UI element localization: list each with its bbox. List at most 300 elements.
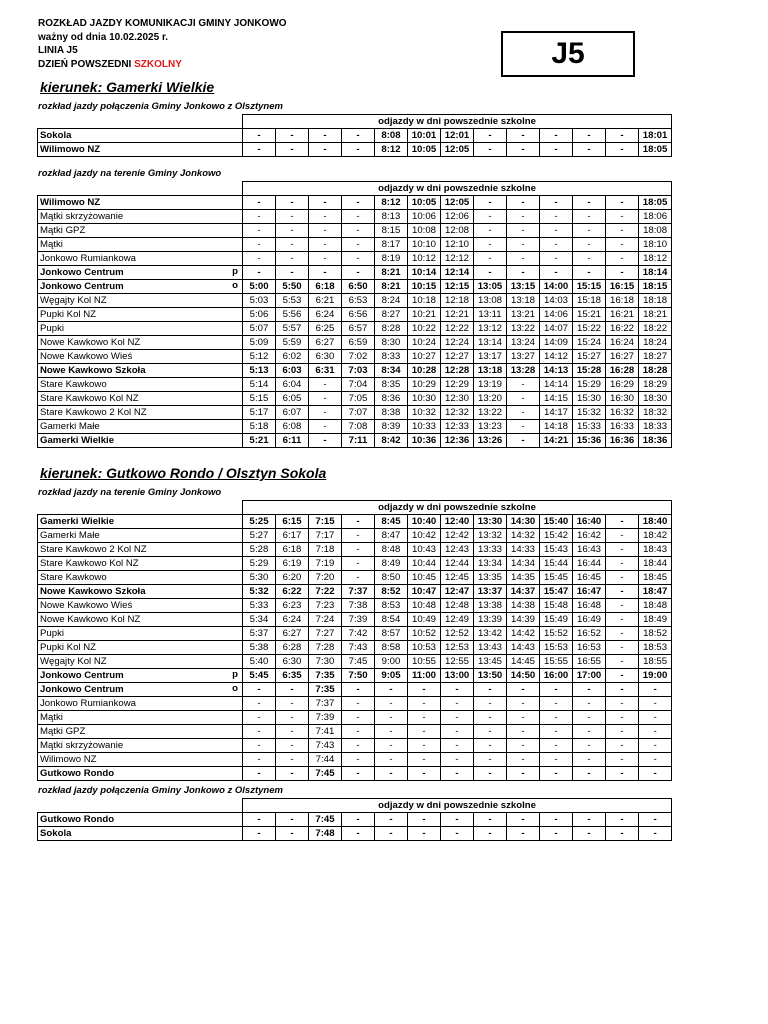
- departure-time: 18:27: [639, 350, 672, 364]
- departure-time: 7:03: [342, 364, 375, 378]
- stop-name: Jonkowo Centrum: [40, 280, 124, 292]
- stop-name-cell: [38, 515, 243, 529]
- departure-time: 6:50: [342, 280, 375, 294]
- departure-time: 6:18: [276, 543, 309, 557]
- departure-time: 8:24: [375, 294, 408, 308]
- departure-time: 6:28: [276, 641, 309, 655]
- departure-time: -: [606, 585, 639, 599]
- departure-time: -: [243, 129, 276, 143]
- stop-row: [38, 129, 672, 143]
- stop-row: [38, 543, 672, 557]
- departure-time: -: [606, 266, 639, 280]
- header-blank-cell: [38, 501, 243, 515]
- stop-name-cell: [38, 336, 243, 350]
- departure-time: 10:05: [408, 196, 441, 210]
- departure-time: -: [474, 252, 507, 266]
- departure-time: 15:30: [573, 392, 606, 406]
- departure-time: 14:15: [540, 392, 573, 406]
- stop-name-cell: [38, 378, 243, 392]
- departure-time: -: [573, 711, 606, 725]
- departure-time: 6:59: [342, 336, 375, 350]
- departure-time: -: [342, 252, 375, 266]
- dir1-title: kierunek: Gamerki Wielkie: [40, 79, 215, 95]
- departure-time: 13:08: [474, 294, 507, 308]
- departure-time: 6:19: [276, 557, 309, 571]
- departure-time: 7:19: [309, 557, 342, 571]
- departure-time: 5:37: [243, 627, 276, 641]
- departure-time: 5:14: [243, 378, 276, 392]
- departure-time: 7:28: [309, 641, 342, 655]
- departure-time: -: [342, 711, 375, 725]
- departure-time: 12:12: [441, 252, 474, 266]
- departure-time: -: [474, 697, 507, 711]
- departure-time: 5:15: [243, 392, 276, 406]
- stop-name-cell: [38, 599, 243, 613]
- departure-time: 7:20: [309, 571, 342, 585]
- departure-time: -: [342, 557, 375, 571]
- departure-time: 6:11: [276, 434, 309, 448]
- departure-time: 6:53: [342, 294, 375, 308]
- departure-time: -: [309, 238, 342, 252]
- departure-time: 16:00: [540, 669, 573, 683]
- departure-time: -: [309, 266, 342, 280]
- stop-row: [38, 641, 672, 655]
- stop-name: Mątki GPZ: [40, 725, 86, 737]
- departure-time: -: [309, 224, 342, 238]
- departure-time: 13:30: [474, 515, 507, 529]
- departure-time: 15:36: [573, 434, 606, 448]
- departure-time: 7:45: [309, 767, 342, 781]
- departure-time: 7:24: [309, 613, 342, 627]
- departure-time: -: [540, 697, 573, 711]
- stop-name: Jonkowo Centrum: [40, 683, 124, 695]
- departure-time: -: [639, 739, 672, 753]
- stop-row: [38, 350, 672, 364]
- departure-time: 8:36: [375, 392, 408, 406]
- stop-name: Nowe Kawkowo Kol NZ: [40, 336, 141, 348]
- departure-time: -: [573, 252, 606, 266]
- departure-time: -: [540, 711, 573, 725]
- departure-time: 8:57: [375, 627, 408, 641]
- stop-name-cell: [38, 143, 243, 157]
- stop-row: [38, 406, 672, 420]
- departure-time: 15:52: [540, 627, 573, 641]
- departure-time: 12:47: [441, 585, 474, 599]
- departure-time: 6:02: [276, 350, 309, 364]
- departure-time: 15:18: [573, 294, 606, 308]
- timetable: [37, 181, 672, 448]
- departure-time: 13:37: [474, 585, 507, 599]
- departure-time: -: [342, 129, 375, 143]
- departure-time: -: [276, 129, 309, 143]
- table-header-row: [38, 182, 672, 196]
- departure-time: 15:42: [540, 529, 573, 543]
- departure-time: -: [540, 753, 573, 767]
- departure-time: 18:36: [639, 434, 672, 448]
- stop-name-cell: [38, 308, 243, 322]
- departure-time: 10:24: [408, 336, 441, 350]
- departure-time: 14:00: [540, 280, 573, 294]
- timetable: [37, 798, 672, 841]
- departure-time: -: [342, 753, 375, 767]
- stop-name: Mątki skrzyżowanie: [40, 210, 124, 222]
- departure-time: 18:22: [639, 322, 672, 336]
- departure-time: 6:07: [276, 406, 309, 420]
- departure-time: 8:17: [375, 238, 408, 252]
- stop-row: [38, 336, 672, 350]
- departure-time: 6:24: [276, 613, 309, 627]
- stop-name-cell: [38, 697, 243, 711]
- departure-time: -: [639, 725, 672, 739]
- header-blank-cell: [38, 115, 243, 129]
- departure-time: -: [606, 599, 639, 613]
- departure-time: -: [408, 683, 441, 697]
- stop-row: [38, 739, 672, 753]
- departure-time: -: [375, 711, 408, 725]
- stop-row: [38, 655, 672, 669]
- departure-time: 13:32: [474, 529, 507, 543]
- stop-marker: o: [232, 683, 238, 694]
- departure-time: -: [243, 767, 276, 781]
- departure-time: 7:50: [342, 669, 375, 683]
- departure-time: 10:27: [408, 350, 441, 364]
- departure-time: 7:37: [342, 585, 375, 599]
- departure-time: 13:17: [474, 350, 507, 364]
- departure-time: 13:45: [474, 655, 507, 669]
- departure-time: -: [243, 238, 276, 252]
- departure-time: 14:13: [540, 364, 573, 378]
- stop-row: [38, 420, 672, 434]
- departure-time: 13:34: [474, 557, 507, 571]
- departure-time: -: [474, 143, 507, 157]
- stop-name: Sokola: [40, 129, 72, 141]
- stop-name-cell: [38, 627, 243, 641]
- departure-time: -: [507, 129, 540, 143]
- departure-time: 18:28: [639, 364, 672, 378]
- stop-marker: o: [232, 280, 238, 291]
- departure-time: -: [540, 739, 573, 753]
- table-header-row: [38, 799, 672, 813]
- departure-time: 6:22: [276, 585, 309, 599]
- stop-name: Jonkowo Centrum: [40, 669, 124, 681]
- stop-name: Jonkowo Rumiankowa: [40, 252, 136, 264]
- departure-time: 7:48: [309, 827, 342, 841]
- departure-time: 8:50: [375, 571, 408, 585]
- stop-name: Gamerki Małe: [40, 420, 100, 432]
- departure-time: -: [507, 252, 540, 266]
- departure-time: 5:34: [243, 613, 276, 627]
- stop-row: [38, 515, 672, 529]
- departure-time: -: [276, 224, 309, 238]
- departure-time: -: [507, 224, 540, 238]
- departure-time: 14:03: [540, 294, 573, 308]
- departure-time: -: [507, 420, 540, 434]
- departure-time: 13:18: [474, 364, 507, 378]
- departure-time: 10:53: [408, 641, 441, 655]
- departure-time: -: [441, 725, 474, 739]
- departure-time: 16:55: [573, 655, 606, 669]
- stop-name-cell: [38, 725, 243, 739]
- departure-time: 6:20: [276, 571, 309, 585]
- departure-time: 14:39: [507, 613, 540, 627]
- departure-time: -: [507, 392, 540, 406]
- header-validity: ważny od dnia 10.02.2025 r.: [38, 31, 169, 43]
- departure-time: -: [375, 753, 408, 767]
- stop-name: Gutkowo Rondo: [40, 813, 115, 825]
- departure-time: -: [375, 827, 408, 841]
- departure-time: 12:27: [441, 350, 474, 364]
- departure-time: -: [540, 813, 573, 827]
- departure-time: -: [276, 725, 309, 739]
- departure-time: 5:00: [243, 280, 276, 294]
- departure-time: -: [540, 767, 573, 781]
- departure-time: -: [474, 196, 507, 210]
- departure-time: -: [309, 252, 342, 266]
- departure-time: 18:24: [639, 336, 672, 350]
- departure-time: -: [276, 143, 309, 157]
- departure-time: -: [606, 683, 639, 697]
- departure-time: 6:30: [309, 350, 342, 364]
- departure-time: 8:19: [375, 252, 408, 266]
- departure-time: -: [606, 252, 639, 266]
- departure-time: 10:28: [408, 364, 441, 378]
- departure-time: -: [606, 515, 639, 529]
- stop-name: Stare Kawkowo: [40, 378, 107, 390]
- departure-time: 12:42: [441, 529, 474, 543]
- departure-time: -: [243, 210, 276, 224]
- header-day-type: [38, 58, 287, 72]
- departure-time: 19:00: [639, 669, 672, 683]
- departure-time: 5:45: [243, 669, 276, 683]
- departure-time: -: [540, 827, 573, 841]
- stop-row: [38, 196, 672, 210]
- departure-time: 12:52: [441, 627, 474, 641]
- departure-time: 6:04: [276, 378, 309, 392]
- stop-name: Nowe Kawkowo Wieś: [40, 599, 133, 611]
- departure-time: 5:21: [243, 434, 276, 448]
- departure-time: 15:24: [573, 336, 606, 350]
- departure-time: 7:07: [342, 406, 375, 420]
- departure-time: 17:00: [573, 669, 606, 683]
- stop-row: [38, 364, 672, 378]
- departure-time: 15:53: [540, 641, 573, 655]
- departure-time: 13:12: [474, 322, 507, 336]
- stop-name: Gamerki Małe: [40, 529, 100, 541]
- stop-row: [38, 627, 672, 641]
- departure-time: -: [606, 711, 639, 725]
- departure-time: -: [408, 697, 441, 711]
- departure-time: -: [342, 683, 375, 697]
- departure-time: 6:15: [276, 515, 309, 529]
- departure-time: -: [474, 224, 507, 238]
- stop-row: [38, 392, 672, 406]
- table-header-row: [38, 501, 672, 515]
- stop-name-cell: [38, 827, 243, 841]
- departure-time: 15:15: [573, 280, 606, 294]
- departure-time: 12:53: [441, 641, 474, 655]
- departure-time: -: [309, 434, 342, 448]
- departure-time: 7:45: [309, 813, 342, 827]
- departure-time: -: [474, 238, 507, 252]
- departure-time: -: [474, 725, 507, 739]
- departure-time: 10:30: [408, 392, 441, 406]
- departure-time: 15:47: [540, 585, 573, 599]
- departure-time: -: [573, 129, 606, 143]
- departure-time: 13:28: [507, 364, 540, 378]
- departure-time: 6:08: [276, 420, 309, 434]
- departure-time: 7:22: [309, 585, 342, 599]
- departure-time: -: [342, 143, 375, 157]
- departure-time: 14:30: [507, 515, 540, 529]
- departure-time: -: [606, 129, 639, 143]
- departure-time: -: [507, 711, 540, 725]
- stop-name: Nowe Kawkowo Szkoła: [40, 585, 146, 597]
- departure-time: 18:47: [639, 585, 672, 599]
- departure-time: 6:25: [309, 322, 342, 336]
- departure-time: 12:40: [441, 515, 474, 529]
- stop-name: Stare Kawkowo 2 Kol NZ: [40, 406, 147, 418]
- departure-time: 10:22: [408, 322, 441, 336]
- stop-name: Jonkowo Rumiankowa: [40, 697, 136, 709]
- departure-time: 12:28: [441, 364, 474, 378]
- departure-time: 13:33: [474, 543, 507, 557]
- departure-time: -: [507, 739, 540, 753]
- departure-time: -: [573, 739, 606, 753]
- departure-time: 10:05: [408, 143, 441, 157]
- stop-name-cell: [38, 294, 243, 308]
- departure-time: -: [309, 420, 342, 434]
- departure-time: 8:48: [375, 543, 408, 557]
- stop-name-cell: [38, 280, 243, 294]
- departure-time: 13:00: [441, 669, 474, 683]
- departure-time: -: [342, 725, 375, 739]
- departure-time: -: [408, 767, 441, 781]
- departure-time: -: [606, 641, 639, 655]
- departure-time: 7:41: [309, 725, 342, 739]
- departure-time: 6:05: [276, 392, 309, 406]
- departure-time: 16:32: [606, 406, 639, 420]
- departure-time: 15:45: [540, 571, 573, 585]
- stop-name: Gamerki Wielkie: [40, 515, 115, 527]
- departure-time: -: [243, 683, 276, 697]
- departure-time: 15:55: [540, 655, 573, 669]
- departure-time: 14:35: [507, 571, 540, 585]
- departure-time: 5:30: [243, 571, 276, 585]
- departure-time: 14:32: [507, 529, 540, 543]
- stop-name-cell: [38, 669, 243, 683]
- departure-time: 5:57: [276, 322, 309, 336]
- departure-time: 12:29: [441, 378, 474, 392]
- departure-time: -: [606, 813, 639, 827]
- departure-time: 18:45: [639, 571, 672, 585]
- departure-time: 14:09: [540, 336, 573, 350]
- departure-time: -: [375, 697, 408, 711]
- departure-time: -: [408, 711, 441, 725]
- departure-time: -: [243, 224, 276, 238]
- departure-time: 10:48: [408, 599, 441, 613]
- stop-marker: p: [232, 266, 238, 277]
- stop-row: [38, 378, 672, 392]
- stop-name: Stare Kawkowo: [40, 571, 107, 583]
- departure-time: -: [606, 669, 639, 683]
- departure-time: 16:43: [573, 543, 606, 557]
- departure-time: -: [342, 266, 375, 280]
- departure-time: -: [573, 224, 606, 238]
- departure-time: 9:05: [375, 669, 408, 683]
- departure-time: 14:17: [540, 406, 573, 420]
- day-type-highlight: SZKOLNY: [134, 58, 182, 70]
- timetable: [37, 500, 672, 781]
- departure-time: -: [243, 252, 276, 266]
- departure-time: 15:44: [540, 557, 573, 571]
- header-title: ROZKŁAD JAZDY KOMUNIKACJI GMINY JONKOWO: [38, 18, 287, 29]
- stop-name: Mątki GPZ: [40, 224, 86, 236]
- departure-time: -: [309, 143, 342, 157]
- departure-time: 7:30: [309, 655, 342, 669]
- departure-time: -: [342, 238, 375, 252]
- header-blank-cell: [38, 799, 243, 813]
- stop-row: [38, 308, 672, 322]
- stop-name-cell: [38, 252, 243, 266]
- departure-time: 5:07: [243, 322, 276, 336]
- departure-time: 14:21: [540, 434, 573, 448]
- departure-time: 13:05: [474, 280, 507, 294]
- header-line: LINIA J5: [38, 45, 78, 56]
- departure-time: -: [540, 129, 573, 143]
- stop-row: [38, 753, 672, 767]
- stop-name-cell: [38, 434, 243, 448]
- stop-row: [38, 599, 672, 613]
- departure-time: -: [474, 767, 507, 781]
- departure-time: -: [507, 767, 540, 781]
- departure-time: -: [276, 196, 309, 210]
- departure-time: 10:55: [408, 655, 441, 669]
- departure-time: 18:06: [639, 210, 672, 224]
- departure-time: -: [276, 697, 309, 711]
- departure-time: 13:19: [474, 378, 507, 392]
- departure-time: 8:35: [375, 378, 408, 392]
- departure-time: -: [474, 683, 507, 697]
- departure-time: 15:40: [540, 515, 573, 529]
- departure-time: -: [276, 683, 309, 697]
- departure-time: -: [375, 813, 408, 827]
- departure-time: 5:40: [243, 655, 276, 669]
- stop-name: Gamerki Wielkie: [40, 434, 115, 446]
- departure-time: -: [309, 196, 342, 210]
- stop-row: [38, 238, 672, 252]
- stop-name-cell: [38, 529, 243, 543]
- departure-time: 6:03: [276, 364, 309, 378]
- departure-time: 12:24: [441, 336, 474, 350]
- departure-time: -: [639, 767, 672, 781]
- departure-time: 18:44: [639, 557, 672, 571]
- departure-time: -: [606, 238, 639, 252]
- departure-time: 18:15: [639, 280, 672, 294]
- stop-row: [38, 585, 672, 599]
- departure-time: 6:23: [276, 599, 309, 613]
- departure-time: 8:38: [375, 406, 408, 420]
- stop-name: Mątki: [40, 238, 63, 250]
- departure-time: -: [309, 210, 342, 224]
- departure-time: -: [309, 406, 342, 420]
- departure-time: 12:01: [441, 129, 474, 143]
- dir1-table1-caption: rozkład jazdy połączenia Gminy Jonkowo z Olsztynem: [38, 101, 283, 112]
- departure-time: -: [573, 266, 606, 280]
- stop-row: [38, 571, 672, 585]
- dir2-title: kierunek: Gutkowo Rondo / Olsztyn Sokola: [40, 465, 327, 481]
- departure-time: 13:14: [474, 336, 507, 350]
- day-type-prefix: DZIEŃ POWSZEDNI: [38, 58, 135, 70]
